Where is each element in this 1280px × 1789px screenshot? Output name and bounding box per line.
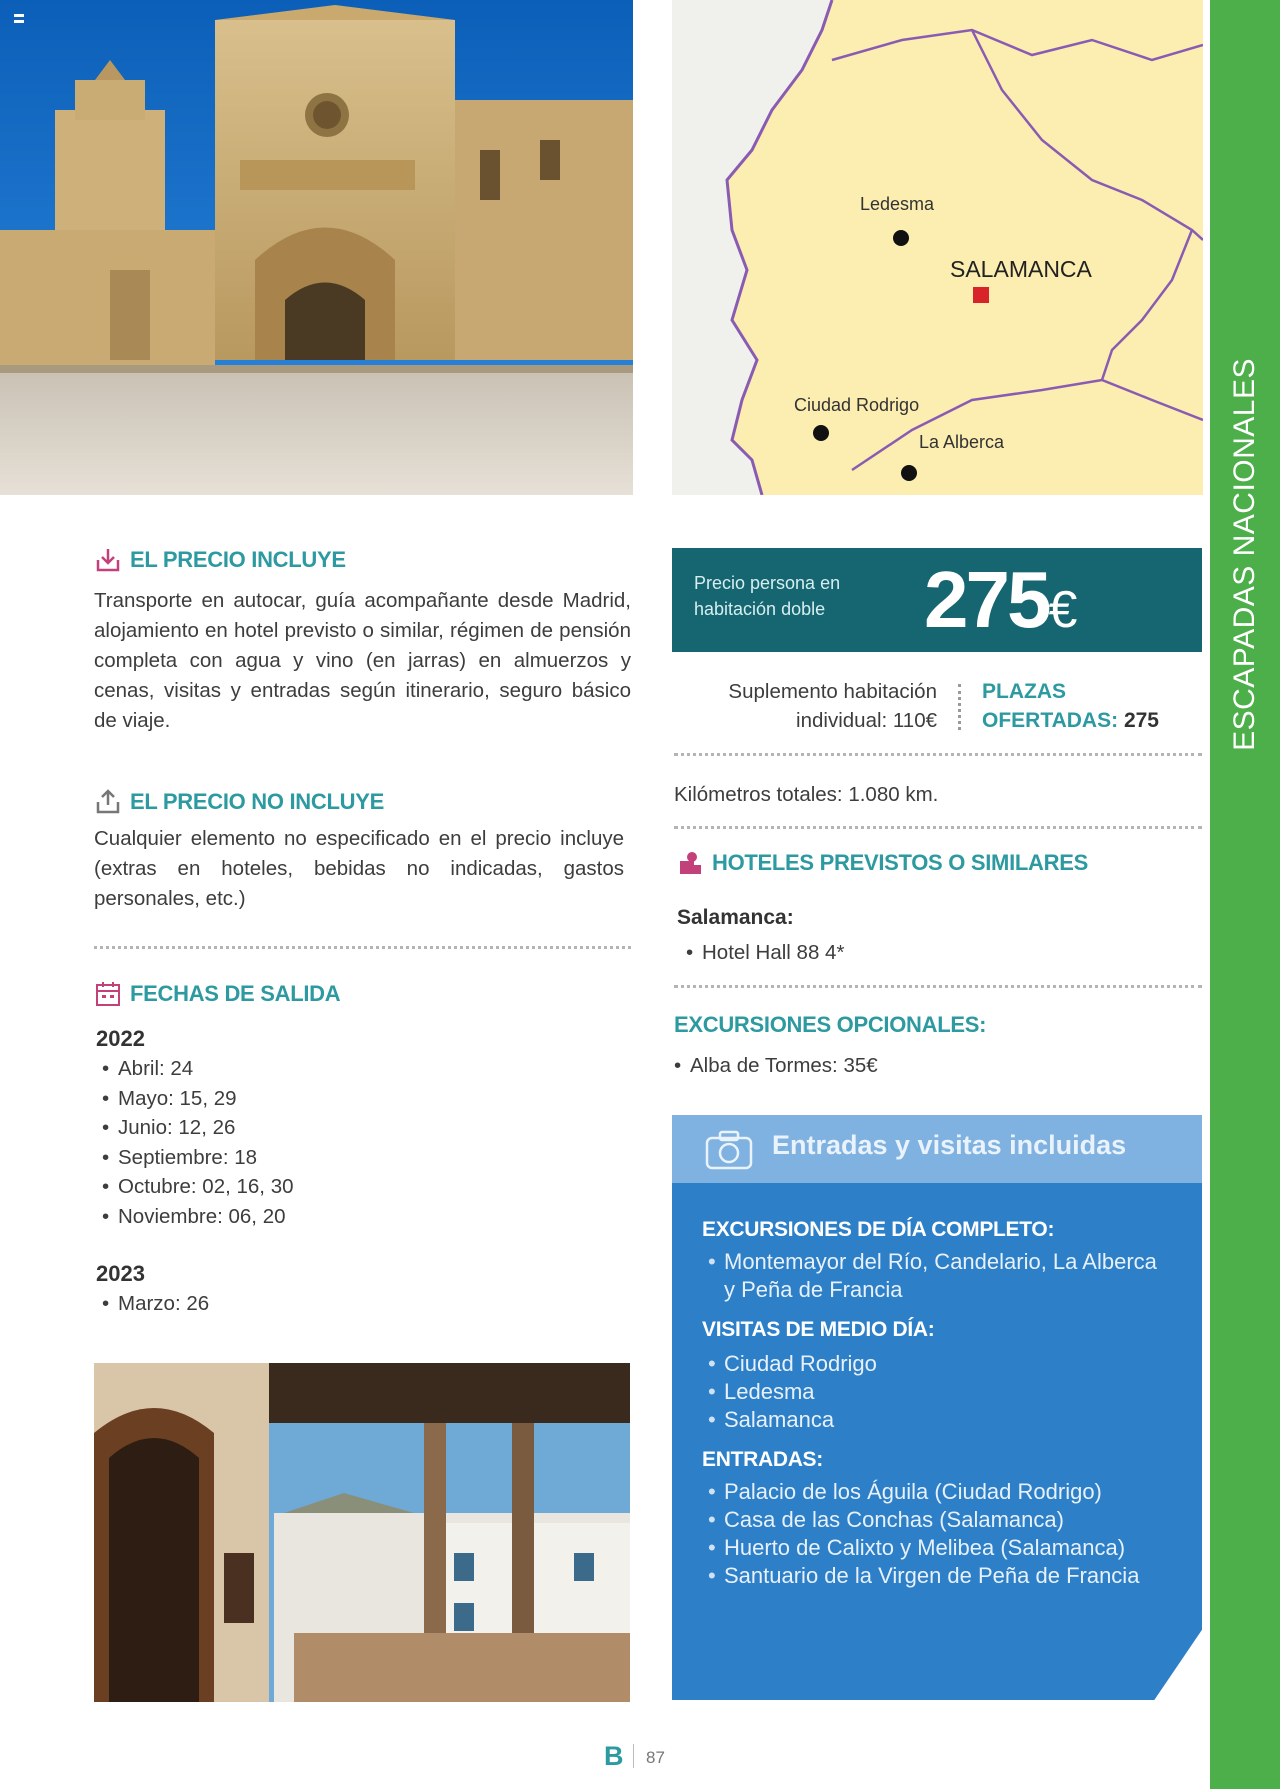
- hoteles-city: Salamanca:: [677, 906, 794, 929]
- precio-incluye-heading: [94, 546, 346, 574]
- excursiones-opcionales-heading: EXCURSIONES OPCIONALES:: [674, 1012, 987, 1037]
- entrada-item: • Salamanca: [702, 1406, 1172, 1434]
- date-item: • Junio: 12, 26: [96, 1113, 294, 1143]
- entrada-item: • Casa de las Conchas (Salamanca): [702, 1506, 1172, 1534]
- supplement-line2: individual: 110€: [796, 709, 937, 732]
- km-total: Kilómetros totales: 1.080 km.: [674, 783, 939, 806]
- fechas-title: FECHAS DE SALIDA: [130, 981, 341, 1006]
- ciudad-rodrigo-marker: [813, 425, 829, 441]
- fechas-2022: [96, 1026, 294, 1231]
- date-item: • Abril: 24: [96, 1054, 294, 1084]
- camera-icon: [704, 1129, 754, 1171]
- date-item: • Septiembre: 18: [96, 1143, 294, 1173]
- plazas-label2: OFERTADAS:: [982, 709, 1119, 732]
- section-title: VISITAS DE MEDIO DÍA:: [702, 1318, 935, 1341]
- supplement-text: [672, 677, 937, 735]
- entradas-box-title: Entradas y visitas incluidas: [772, 1130, 1127, 1160]
- region-map: [672, 0, 1203, 495]
- map-label-ciudad-rodrigo: Ciudad Rodrigo: [794, 395, 920, 415]
- upload-icon: [94, 788, 122, 816]
- precio-no-incluye-heading: [94, 788, 384, 816]
- footer-separator: [633, 1744, 634, 1768]
- download-icon: [94, 546, 122, 574]
- entradas-content: [702, 1218, 1172, 1590]
- date-item: • Noviembre: 06, 20: [96, 1202, 294, 1232]
- plazas: [982, 677, 1159, 735]
- precio-no-incluye-text: Cualquier elemento no especificado en el precio incluye (extras en hoteles, bebidas no indicadas, gastos personales, etc.): [94, 827, 624, 910]
- cathedral-photo: [0, 0, 633, 495]
- precio-no-incluye-title: EL PRECIO NO INCLUYE: [130, 789, 384, 814]
- side-band-label-wrap: [1210, 0, 1280, 1789]
- entrada-item: • Montemayor del Río, Candelario, La Alberca y Peña de Francia: [702, 1248, 1172, 1304]
- price-amount: 275: [924, 555, 1049, 644]
- plazas-label1: PLAZAS: [982, 680, 1066, 703]
- date-item: • Marzo: 26: [96, 1289, 209, 1319]
- hotel-icon: [676, 849, 704, 877]
- year-label: 2022: [96, 1026, 145, 1051]
- map-label-la-alberca: La Alberca: [919, 432, 1005, 452]
- price-currency: €: [1048, 581, 1078, 639]
- divider: [674, 826, 1202, 829]
- map-label-ledesma: Ledesma: [860, 194, 935, 214]
- salamanca-marker: [973, 287, 989, 303]
- date-item: • Mayo: 15, 29: [96, 1084, 294, 1114]
- hotel-item: • Hotel Hall 88 4*: [680, 938, 844, 968]
- excursiones-opcionales-list: [668, 1051, 878, 1081]
- entrada-item: • Palacio de los Águila (Ciudad Rodrigo): [702, 1478, 1172, 1506]
- divider: [674, 753, 1202, 756]
- hoteles-heading: [676, 849, 1088, 877]
- footer-brand: B: [604, 1741, 624, 1771]
- year-label: 2023: [96, 1261, 145, 1286]
- divider: [674, 985, 1202, 988]
- divider: [94, 946, 631, 949]
- fechas-2023: [96, 1261, 209, 1319]
- calendar-icon: [94, 980, 122, 1008]
- entrada-item: • Ledesma: [702, 1378, 1172, 1406]
- plazas-value: 275: [1123, 709, 1159, 732]
- ledesma-marker: [893, 230, 909, 246]
- supplement-separator: [958, 684, 961, 730]
- precio-incluye-text: Transporte en autocar, guía acompañante desde Madrid, alojamiento en hotel previsto o similar, régimen de pensión completa con agua y vino (en jarras) en almuerzos y cenas, visitas y entradas según itinerario, seguro básico de viaje.: [94, 589, 631, 732]
- la-alberca-marker: [901, 465, 917, 481]
- precio-incluye-title: EL PRECIO INCLUYE: [130, 547, 346, 572]
- map-label-salamanca: SALAMANCA: [950, 256, 1092, 282]
- hoteles-title: HOTELES PREVISTOS O SIMILARES: [712, 850, 1088, 875]
- page-number: 87: [646, 1748, 665, 1767]
- entrada-item: • Santuario de la Virgen de Peña de Francia: [702, 1562, 1172, 1590]
- entrada-item: • Ciudad Rodrigo: [702, 1350, 1172, 1378]
- supplement-line1: Suplemento habitación: [728, 680, 937, 703]
- fechas-heading: [94, 980, 340, 1008]
- price-label: Precio persona en habitación doble: [694, 573, 841, 619]
- entrada-item: • Huerto de Calixto y Melibea (Salamanca): [702, 1534, 1172, 1562]
- price-value: [924, 550, 1077, 660]
- date-item: • Octubre: 02, 16, 30: [96, 1172, 294, 1202]
- village-photo: [94, 1363, 630, 1702]
- section-title: ENTRADAS:: [702, 1448, 823, 1471]
- excursion-item: • Alba de Tormes: 35€: [668, 1051, 878, 1081]
- hoteles-list: [680, 938, 844, 968]
- section-title: EXCURSIONES DE DÍA COMPLETO:: [702, 1218, 1055, 1241]
- side-band-label: ESCAPADAS NACIONALES: [1228, 358, 1261, 751]
